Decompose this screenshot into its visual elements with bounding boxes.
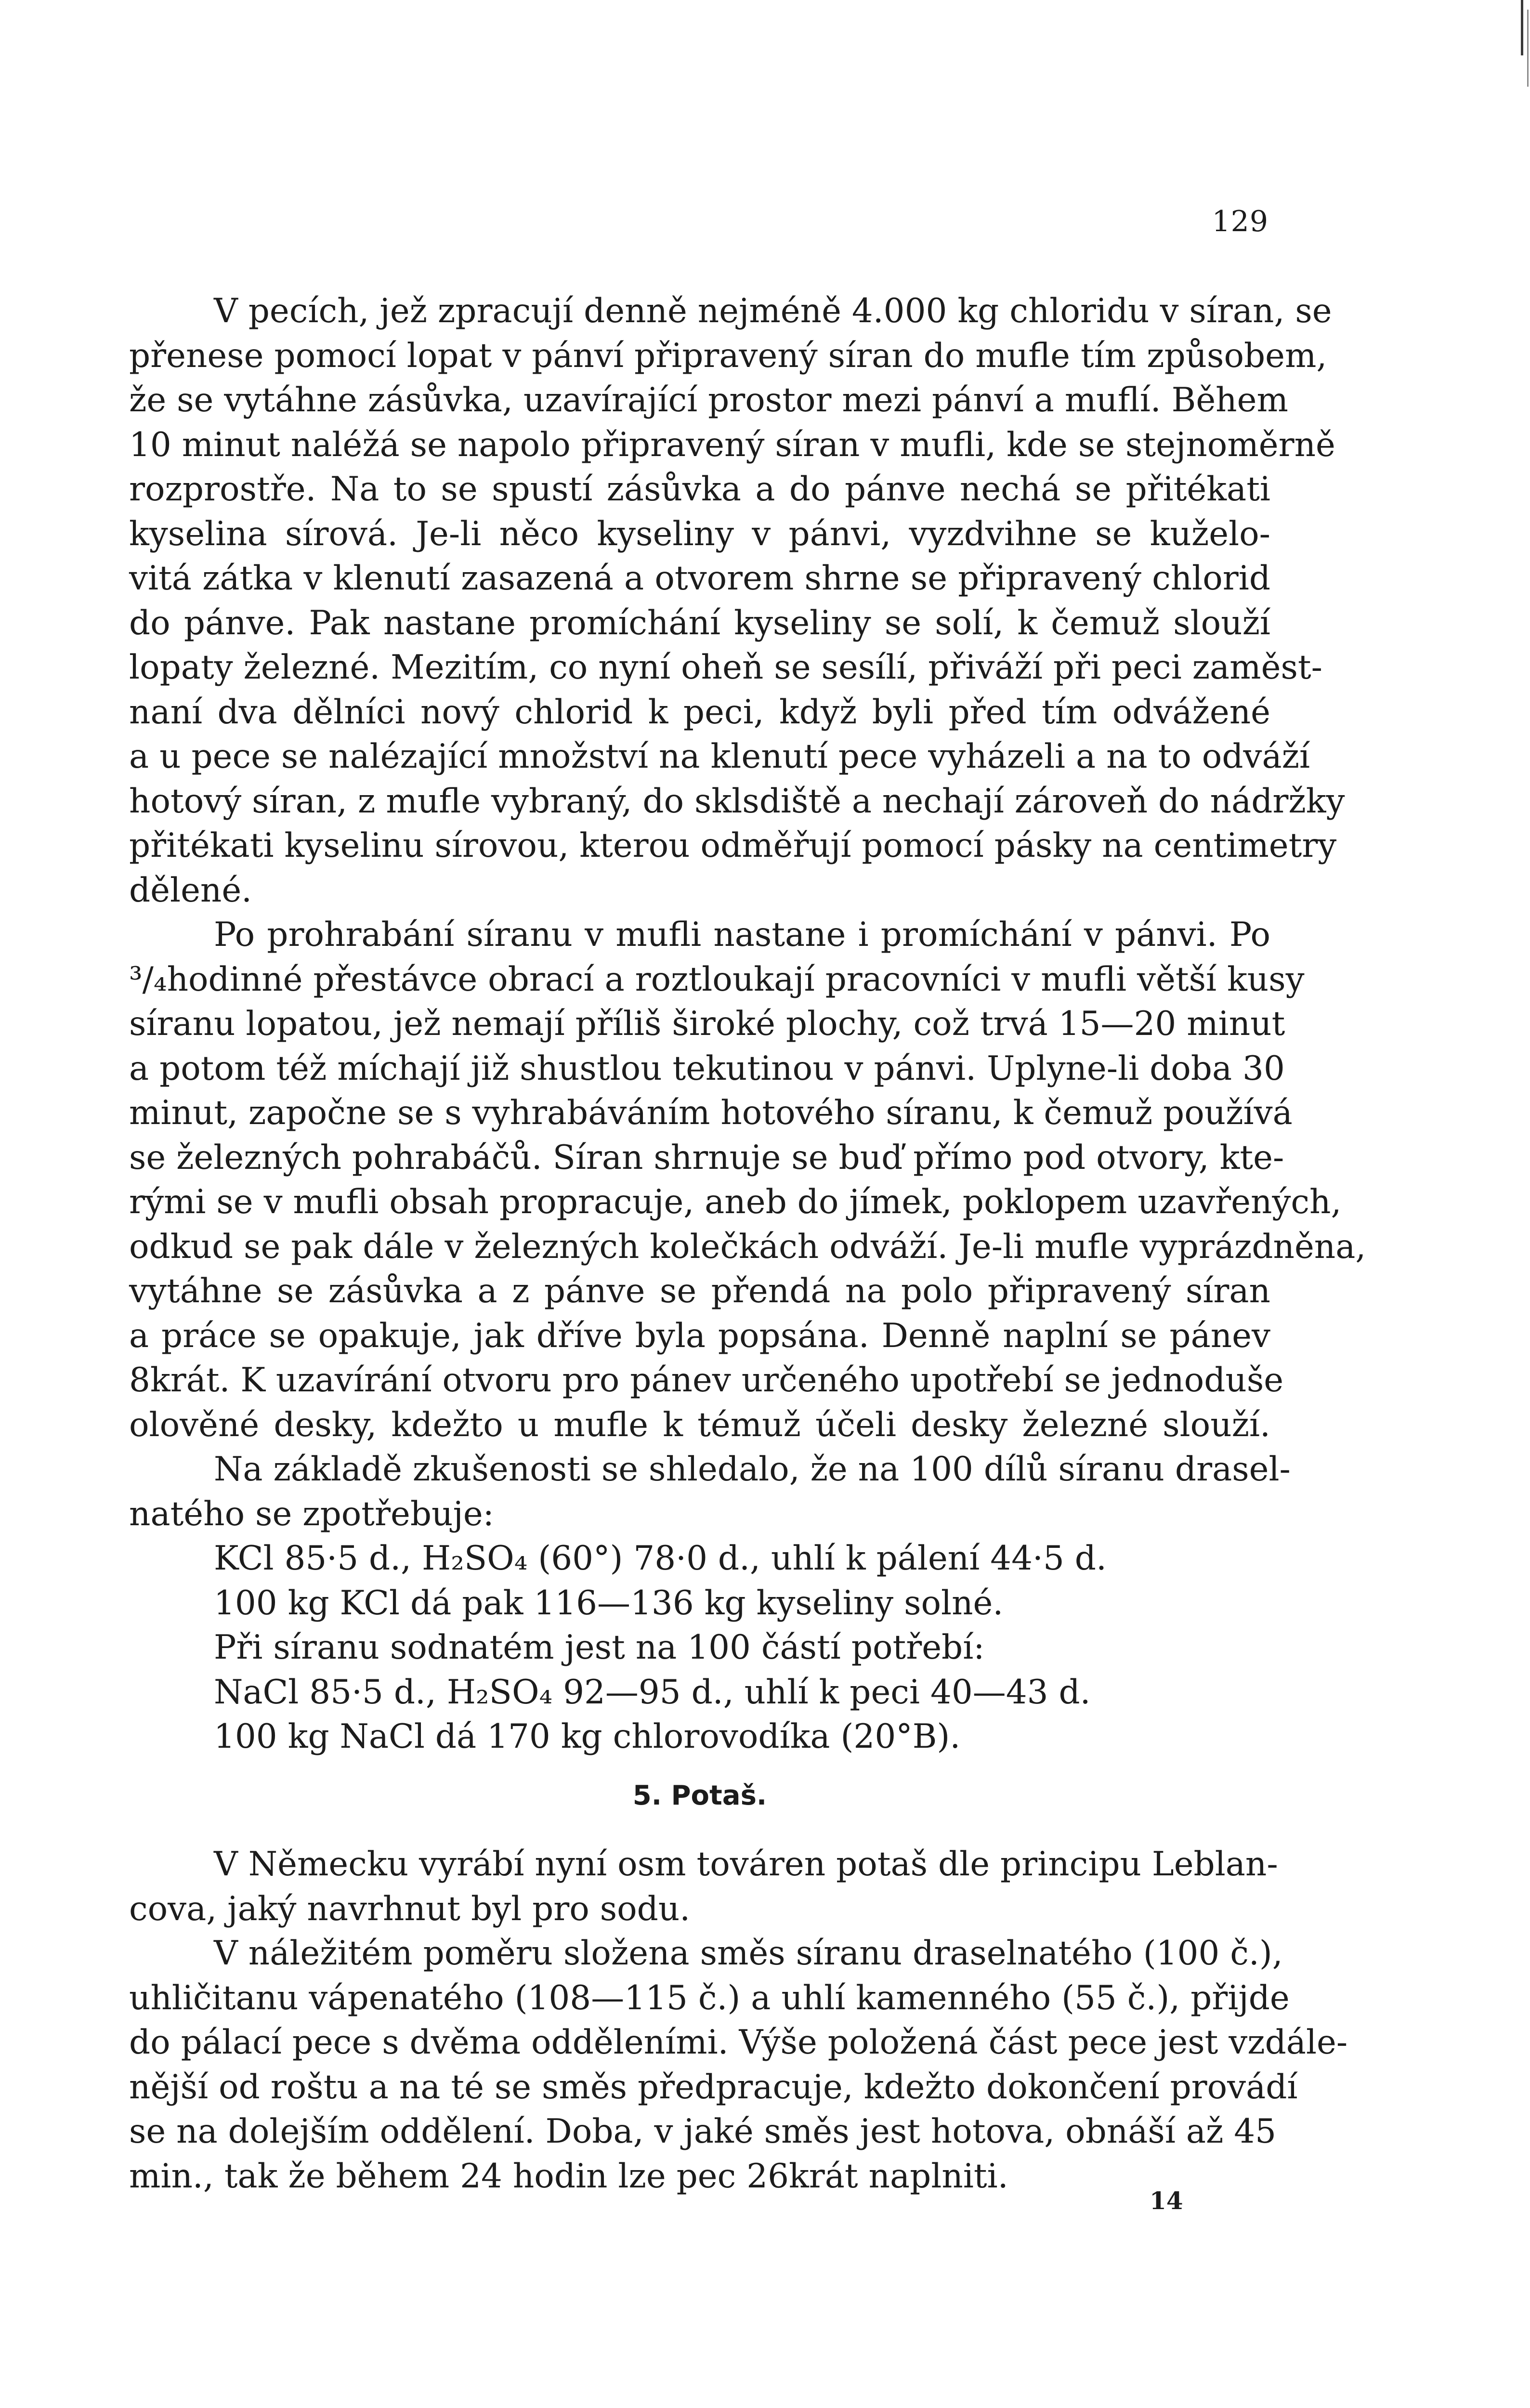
- text-line: vitá zátka v klenutí zasazená a otvorem shrne se připravený chlorid: [129, 559, 1270, 598]
- formula-line: 100 kg KCl dá pak 116—136 kg kyseliny solné.: [214, 1584, 1004, 1623]
- text-line: že se vytáhne zásůvka, uzavírající prostor mezi pánví a muflí. Během: [129, 381, 1288, 419]
- text-line: a potom též míchají již shustlou tekutinou v pánvi. Uplyne-li doba 30: [129, 1049, 1285, 1088]
- text-line: odkud se pak dále v železných kolečkách odváží. Je-li mufle vyprázdněna,: [129, 1227, 1366, 1266]
- text-line: 8krát. K uzavírání otvoru pro pánev určeného upotřebí se jednoduše: [129, 1361, 1284, 1400]
- text-line: do pánve. Pak nastane promíchání kyseliny se solí, k čemuž slouží: [129, 603, 1270, 642]
- paragraph-5: [129, 1931, 1348, 2199]
- text-line: a práce se opakuje, jak dříve byla popsána. Denně naplní se pánev: [129, 1316, 1270, 1355]
- text-line: hotový síran, z mufle vybraný, do sklsdiště a nechají zároveň do nádržky: [129, 782, 1345, 821]
- text-line: se na dolejším oddělení. Doba, v jaké směs jest hotova, obnáší až 45: [129, 2112, 1277, 2151]
- text-line: dělené.: [129, 871, 252, 910]
- text-line: natého se zpotřebuje:: [129, 1494, 494, 1533]
- text-line: V pecích, jež zpracují denně nejméně 4.000 kg chloridu v síran, se: [214, 292, 1332, 330]
- formula-line: 100 kg NaCl dá 170 kg chlorovodíka (20°B).: [214, 1717, 961, 1756]
- text-line: uhličitanu vápenatého (108—115 č.) a uhlí kamenného (55 č.), přijde: [129, 1978, 1290, 2017]
- text-line: kyselina sírová. Je-li něco kyseliny v pánvi, vyzdvihne se kuželo-: [129, 514, 1270, 553]
- text-line: ³/₄hodinné přestávce obrací a roztloukají pracovníci v mufli větší kusy: [129, 960, 1305, 999]
- signature-mark: 14: [1150, 2186, 1183, 2215]
- text-line: rými se v mufli obsah propracuje, aneb do jímek, poklopem uzavřených,: [129, 1183, 1342, 1221]
- formula-list: [129, 1536, 1270, 1759]
- formula-line: NaCl 85·5 d., H₂SO₄ 92—95 d., uhlí k peci 40—43 d.: [214, 1673, 1091, 1712]
- paragraph-2: [129, 913, 1366, 1447]
- text-line: přitékati kyselinu sírovou, kterou odměřují pomocí pásky na centimetry: [129, 826, 1337, 865]
- text-line: do pálací pece s dvěma odděleními. Výše položená část pece jest vzdále-: [129, 2023, 1348, 2062]
- text-line: lopaty železné. Mezitím, co nyní oheň se sesílí, přiváží při peci zaměst-: [129, 648, 1322, 687]
- text-line: nější od roštu a na té se směs předpracuje, kdežto dokončení provádí: [129, 2068, 1298, 2107]
- text-line: vytáhne se zásůvka a z pánve se přendá na polo připravený síran: [129, 1272, 1270, 1310]
- page-body: [129, 289, 1366, 2199]
- text-line: olověné desky, kdežto u mufle k témuž účeli desky železné slouží.: [129, 1405, 1270, 1444]
- text-line: cova, jaký navrhnut byl pro sodu.: [129, 1889, 691, 1928]
- text-line: síranu lopatou, jež nemají příliš široké plochy, což trvá 15—20 minut: [129, 1005, 1285, 1043]
- text-line: 10 minut naléžá se napolo připravený síran v mufli, kde se stejnoměrně: [129, 425, 1335, 464]
- text-line: minut, započne se s vyhrabáváním hotového síranu, k čemuž používá: [129, 1094, 1293, 1132]
- text-line: a u pece se nalézající množství na klenutí pece vyházeli a na to odváží: [129, 737, 1310, 776]
- paragraph-1: [129, 289, 1345, 913]
- formula-line: Při síranu sodnatém jest na 100 částí potřebí:: [214, 1628, 985, 1667]
- text-line: Po prohrabání síranu v mufli nastane i promíchání v pánvi. Po: [214, 916, 1270, 954]
- text-line: Na základě zkušenosti se shledalo, že na 100 dílů síranu drasel-: [214, 1450, 1291, 1489]
- page-number: 129: [1212, 205, 1268, 238]
- formula-line: KCl 85·5 d., H₂SO₄ (60°) 78·0 d., uhlí k pálení 44·5 d.: [214, 1539, 1107, 1578]
- text-line: V Německu vyrábí nyní osm továren potaš dle principu Leblan-: [214, 1845, 1278, 1884]
- scan-edge-mark: [1521, 0, 1523, 55]
- text-line: rozprostře. Na to se spustí zásůvka a do pánve nechá se přitékati: [129, 470, 1270, 509]
- section-heading: 5. Potaš.: [632, 1780, 767, 1811]
- text-line: V náležitém poměru složena směs síranu draselnatého (100 č.),: [214, 1934, 1283, 1973]
- text-line: min., tak že během 24 hodin lze pec 26krát naplniti.: [129, 2157, 1008, 2196]
- text-line: se železných pohrabáčů. Síran shrnuje se buď přímo pod otvory, kte-: [129, 1138, 1284, 1177]
- text-line: naní dva dělníci nový chlorid k peci, když byli před tím odvážené: [129, 693, 1270, 732]
- paragraph-4: [129, 1842, 1278, 1931]
- text-line: přenese pomocí lopat v pánví připravený síran do mufle tím způsobem,: [129, 336, 1327, 375]
- scan-edge-mark-secondary: [1527, 10, 1529, 87]
- paragraph-3: [129, 1447, 1291, 1536]
